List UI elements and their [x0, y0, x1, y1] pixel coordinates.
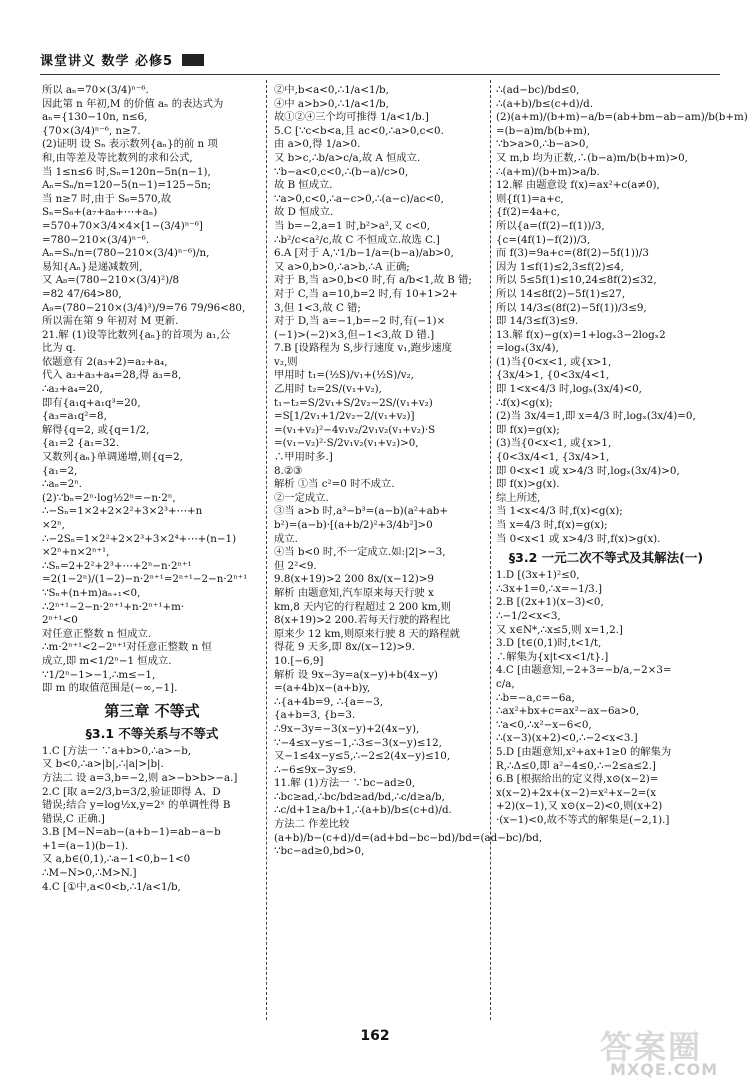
text-line: 错误;结合 y=log½x,y=2ˣ 的单调性得 B [42, 799, 231, 812]
text-line: ∴b²/c<a²/c,故 C 不恒成立.故选 C.] [274, 233, 440, 246]
text-line: 即 f(x)=g(x); [496, 423, 560, 436]
text-line: 因此第 n 年初,M 的价值 aₙ 的表达式为 [42, 97, 224, 110]
text-line: +1=(a−1)(b−1). [42, 839, 129, 852]
text-line: 6.A [对于 A,∵1/b−1/a=(b−a)/ab>0, [274, 247, 454, 260]
text-line: 即 1<x<4/3 时,logₓ(3x/4)<0, [496, 383, 642, 396]
text-line: {a₁=2, [42, 464, 78, 477]
text-line: 甲用时 t₁=(½S)/v₁+(½S)/v₂, [274, 369, 414, 382]
text-line: 2.C [取 a=2/3,b=3/2,验证即得 A、D [42, 785, 221, 798]
text-line: 解析 由题意知,汽车原来每天行驶 x [274, 586, 434, 599]
text-line: ∵Sₙ+(n+m)aₙ₊₁<0, [42, 586, 141, 599]
text-line: ∴2ⁿ⁺¹−2−n·2ⁿ⁺¹+n·2ⁿ⁺¹+m· [42, 600, 185, 613]
text-line: {a+b=3, {b=3. [274, 709, 356, 722]
text-line: 对于 C,当 a=10,b=2 时,有 10+1>2+ [274, 287, 458, 300]
text-line: (2)当 3x/4=1,即 x=4/3 时,logₓ(3x/4)=0, [496, 410, 696, 423]
text-line: 对任意正整数 n 恒成立. [42, 627, 152, 640]
text-line: ∴ax²+bx+c=ax²−ax−6a>0, [496, 705, 640, 718]
text-line: 当 1<x<4/3 时,f(x)<g(x); [496, 505, 623, 518]
text-line: (2)∵bₙ=2ⁿ·log½2ⁿ=−n·2ⁿ, [42, 491, 176, 504]
text-line: 4.C [①中,a<0<b,∴1/a<1/b, [42, 880, 181, 893]
text-line: aₙ={130−10n, n≤6, [42, 111, 148, 124]
text-line: 由 a>0,得 1/a>0. [274, 138, 361, 151]
text-line: ∵a>0,c<0,∴a−c>0,∴(a−c)/ac<0, [274, 192, 444, 205]
text-line: b²)=(a−b)·[(a+b/2)²+3/4b²]>0 [274, 519, 433, 531]
text-line: 8(x+19)>2 200.若每天行驶的路程比 [274, 614, 451, 627]
text-line: ∴9x−3y=−3(x−y)+2(4x−y), [274, 722, 420, 735]
watermark-sub: MXQE.COM [610, 1060, 719, 1079]
text-line: ·(x−1)<0,故不等式的解集是(−2,1).] [496, 813, 670, 826]
text-line: 故①②④三个均可推得 1/a<1/b.] [274, 111, 429, 124]
text-line: 5.D [由题意知,x²+ax+1≥0 的解集为 [496, 745, 672, 758]
text-line: 所以 14≤8f(2)−5f(1)≤27, [496, 287, 626, 300]
answer-block-left-lower [42, 745, 262, 895]
text-line: ∵−4≤x−y≤−1,∴3≤−3(x−y)≤12, [274, 736, 442, 749]
text-line: 比为 q. [42, 342, 76, 355]
text-line: ∴(a+m)/(b+m)>a/b. [496, 165, 600, 178]
text-line: ∴−1/2<x<3, [496, 609, 561, 622]
text-line: ∴−Sₙ=1×2+2×2²+3×2³+⋯+n [42, 505, 203, 518]
text-line: =(b−a)m/b(b+m), [496, 124, 591, 137]
text-line: t₁−t₂=S/2v₁+S/2v₂−2S/(v₁+v₂) [274, 396, 433, 409]
text-line: ∴甲用时多.] [274, 451, 333, 464]
text-line: ②一定成立. [274, 491, 329, 504]
text-line: 7.B [设路程为 S,步行速度 v₁,跑步速度 [274, 342, 452, 355]
text-line: ∴(x−3)(x+2)<0,∴−2<x<3.] [496, 732, 638, 745]
text-line: {0<3x/4<1, {3x/4>1, [496, 451, 610, 464]
text-line: =(v₁+v₂)²−4v₁v₂/2v₁v₂(v₁+v₂)·S [274, 423, 436, 436]
text-line: 当 x=4/3 时,f(x)=g(x); [496, 519, 608, 531]
text-line: 即有{a₁q+a₁q³=20, [42, 396, 141, 409]
text-line: 则{f(1)=a+c, [496, 192, 564, 205]
text-line: 错误,C 正确.] [42, 812, 105, 825]
text-line: 易知{Aₙ}是递减数列, [42, 260, 143, 273]
text-line: 4.C [由题意知,−2+3=−b/a,−2×3= [496, 664, 672, 677]
text-line: 12.解 由题意设 f(x)=ax²+c(a≠0), [496, 179, 660, 192]
text-line: x(x−2)+2x+(x−2)=x²+x−2=(x [496, 786, 657, 799]
text-line: c/a, [496, 677, 515, 690]
text-line: ∵b−a<0,c<0,∴(b−a)/c>0, [274, 165, 409, 178]
text-line: ∴−2Sₙ=1×2²+2×2³+3×2⁴+⋯+(n−1) [42, 532, 237, 545]
text-line: ∴3x+1=0,∴x=−1/3.] [496, 582, 603, 595]
text-line: 原来少 12 km,则原来行驶 8 天的路程就 [274, 627, 460, 640]
text-line: 2.B [(2x+1)(x−3)<0, [496, 596, 604, 609]
text-line: 故 D 恒成立. [274, 206, 334, 219]
text-line: v₂,则 [274, 355, 298, 368]
text-line: Sₙ=S₆+(a₇+a₈+⋯+aₙ) [42, 206, 158, 219]
text-line: 所以 5≤5f(1)≤10,24≤8f(2)≤32, [496, 274, 657, 287]
text-line: 21.解 (1)设等比数列{aₙ}的首项为 a₁,公 [42, 328, 231, 341]
text-line: ∴Sₙ=2+2²+2³+⋯+2ⁿ−n·2ⁿ⁺¹ [42, 559, 192, 572]
text-line: Aₙ=Sₙ/n=(780−210×(3/4)ⁿ⁻⁶)/n, [42, 247, 210, 260]
text-line: 又 x∈N*,∴x≤5,则 x=1,2.] [496, 623, 623, 636]
section-title-3-1: §3.1 不等关系与不等式 [85, 725, 219, 741]
text-line: 即 m 的取值范围是(−∞,−1]. [42, 682, 178, 695]
section-title-3-2: §3.2 一元二次不等式及其解法(一) [508, 550, 704, 566]
text-line: 又 a,b∈(0,1),∴a−1<0,b−1<0 [42, 853, 191, 866]
text-line: 1.D [(3x+1)²≤0, [496, 569, 580, 582]
text-line: {f(2)=4a+c, [496, 206, 560, 219]
answer-block-right-lower [496, 569, 716, 827]
text-line: 又 m,b 均为正数,∴(b−a)m/b(b+m)>0, [496, 151, 688, 164]
text-line: 解析 设 9x−3y=a(x−y)+b(4x−y) [274, 668, 438, 681]
text-line: 因为 1≤f(1)≤2,3≤f(2)≤4, [496, 260, 624, 273]
text-line: 乙用时 t₂=2S/(v₁+v₂), [274, 383, 382, 396]
text-line: 成立,即 m<1/2ⁿ−1 恒成立. [42, 654, 172, 667]
text-line: 所以需在第 9 年初对 M 更新. [42, 315, 179, 328]
text-line: ∴bc≥ad,∴bc/bd≥ad/bd,∴c/d≥a/b, [274, 790, 445, 803]
text-line: ×2ⁿ+n×2ⁿ⁺¹, [42, 546, 110, 559]
text-line: ∵a<0,∴x²−x−6<0, [496, 718, 592, 731]
text-line: ∵bc−ad≥0,bd>0, [274, 845, 365, 858]
text-line: 又 b<0,∴a>|b|,∴|a|>|b|. [42, 758, 164, 771]
answer-block-right [496, 84, 748, 546]
header-marker-icon [182, 54, 204, 66]
text-line: Aₙ=Sₙ/n=120−5(n−1)=125−5n; [42, 179, 211, 192]
text-line: 5.C [∵c<b<a,且 ac<0,∴a>0,c<0. [274, 124, 444, 137]
text-line: =2(1−2ⁿ)/(1−2)−n·2ⁿ⁺¹=2ⁿ⁺¹−2−n·2ⁿ⁺¹ [42, 573, 248, 586]
text-line: 3,但 1<3,故 C 错; [274, 301, 361, 314]
text-line: =(v₁−v₂)²·S/2v₁v₂(v₁+v₂)>0, [274, 437, 419, 450]
text-line: =(a+4b)x−(a+b)y, [274, 682, 371, 695]
text-line: ∵b>a>0,∴b−a>0, [496, 138, 589, 151]
text-line: 13.解 f(x)−g(x)=1+logₓ3−2logₓ2 [496, 328, 666, 341]
text-line: 11.解 (1)方法一 ∵bc−ad≥0, [274, 777, 416, 790]
text-line: 当 n≥7 时,由于 S₆=570,故 [42, 192, 172, 205]
text-line: 故 B 恒成立. [274, 179, 333, 192]
text-line: 解析 ①当 c²=0 时不成立. [274, 478, 395, 491]
column-right [496, 84, 748, 1024]
text-line: ∵1/2ⁿ−1>−1,∴m≤−1, [42, 668, 156, 681]
text-line: 又−1≤4x−y≤5,∴−2≤2(4x−y)≤10, [274, 750, 451, 763]
text-line: ③当 a>b 时,a³−b³=(a−b)(a²+ab+ [274, 505, 448, 518]
text-line: 又 b>c,∴b/a>c/a,故 A 恒成立. [274, 151, 421, 164]
text-line: (a+b)/b−(c+d)/d=(ad+bd−bc−bd)/bd=(ad−bc)/bd, [274, 831, 543, 844]
text-line: 3.D [t∈(0,1)时,t<1/t, [496, 637, 602, 650]
text-line: 即 f(x)>g(x). [496, 478, 560, 491]
header-rule [40, 74, 720, 75]
watermark-main: 答案圈 [600, 1028, 703, 1066]
text-line: (2)(a+m)/(b+m)−a/b=(ab+bm−ab−am)/b(b+m) [496, 111, 748, 124]
text-line: ②中,b<a<0,∴1/a<1/b, [274, 84, 389, 96]
text-line: 方法二 设 a=3,b=−2,则 a>−b>b>−a.] [42, 771, 238, 784]
text-line: {c=(4f(1)−f(2))/3, [496, 233, 591, 246]
text-line: 9.8(x+19)>2 200 8x/(x−12)>9 [274, 573, 434, 586]
text-line: ∴m·2ⁿ⁺¹<2−2ⁿ⁺¹对任意正整数 n 恒 [42, 641, 212, 654]
watermark-logo [600, 1022, 750, 1082]
text-line: 和,由等差及等比数列的求和公式, [42, 151, 193, 164]
text-line: (3)当{0<x<1, 或{x>1, [496, 437, 612, 450]
text-line: 6.B [根据给出的定义得,x⊙(x−2)= [496, 773, 659, 786]
text-line: 又数列{aₙ}单调递增,则{q=2, [42, 451, 183, 464]
header-title: 课堂讲义 数学 必修5 [40, 54, 174, 69]
text-line: 方法二 作差比较 [274, 818, 350, 831]
text-line: {a₃=a₁q²=8, [42, 410, 107, 423]
text-line: ∴−6≤9x−3y≤9. [274, 763, 357, 776]
chapter-title: 第三章 不等式 [104, 701, 200, 720]
text-line: {a₁=2 {a₁=32. [42, 437, 120, 450]
text-line: ×2ⁿ, [42, 519, 65, 531]
text-line: 又 a>0,b>0,∴a>b,∴A 正确; [274, 260, 410, 273]
text-line: ∴(a+b)/b≤(c+d)/d. [496, 97, 593, 110]
text-line: (1)当{0<x<1, 或{x>1, [496, 355, 612, 368]
text-line: 成立. [274, 532, 298, 545]
text-line: +2)(x−1),又 x⊙(x−2)<0,则(x+2) [496, 800, 663, 813]
text-line: ∴b=−a,c=−6a, [496, 691, 575, 704]
page-number: 162 [360, 1028, 390, 1044]
text-line: =570+70×3/4×4×[1−(3/4)ⁿ⁻⁶] [42, 219, 203, 232]
text-line: 得花 9 天多,即 8x/(x−12)>9. [274, 641, 415, 654]
text-line: 8.②③ [274, 464, 303, 477]
text-line: 代入 a₂+a₃+a₄=28,得 a₃=8, [42, 369, 182, 382]
text-line: 对于 D,当 a=−1,b=−2 时,有(−1)× [274, 315, 446, 328]
text-line: =S[1/2v₁+1/2v₂−2/(v₁+v₂)] [274, 410, 415, 423]
text-line: 解得{q=2, 或{q=1/2, [42, 423, 150, 436]
answer-block-left [42, 84, 262, 696]
column-left [42, 84, 262, 1024]
column-divider-right [490, 80, 491, 1020]
text-line: {70×(3/4)ⁿ⁻⁶, n≥7. [42, 124, 141, 137]
text-line: ∴(ad−bc)/bd≤0, [496, 84, 580, 96]
text-line: ④当 b<0 时,不一定成立.如:|2|>−3, [274, 546, 446, 559]
text-line: ∴f(x)<g(x); [496, 396, 553, 409]
text-line: ④中 a>b>0,∴1/a<1/b, [274, 97, 389, 110]
text-line: 1.C [方法一 ∵a+b>0,∴a>−b, [42, 744, 192, 757]
text-line: A₉=(780−210×(3/4)³)/9=76 79/96<80, [42, 301, 246, 314]
text-line: 当 b=−2,a=1 时,b²>a²,又 c<0, [274, 219, 431, 232]
text-line: 3.B [M−N=ab−(a+b−1)=ab−a−b [42, 826, 221, 839]
text-line: ∴aₙ=2ⁿ. [42, 478, 83, 491]
text-line: km,8 天内它的行程超过 2 200 km,则 [274, 600, 452, 613]
text-line: 又 A₈=(780−210×(3/4)²)/8 [42, 274, 180, 287]
text-line: ∴c/d+1≥a/b+1,∴(a+b)/b≤(c+d)/d. [274, 804, 452, 817]
text-line: =780−210×(3/4)ⁿ⁻⁶. [42, 233, 150, 246]
text-line: 但 2²<9. [274, 559, 317, 572]
text-line: 综上所述, [496, 491, 541, 504]
text-line: =logₓ(3x/4), [496, 342, 559, 355]
text-line: {3x/4>1, {0<3x/4<1, [496, 369, 610, 382]
text-line: 2ⁿ⁺¹<0 [42, 614, 78, 627]
text-line: 即 0<x<1 或 x>4/3 时,logₓ(3x/4)>0, [496, 464, 680, 477]
text-line: (−1)>(−2)×3,但−1<3,故 D 错.] [274, 328, 435, 341]
text-line: ∴解集为{x|t<x<1/t}.] [496, 650, 609, 663]
text-line: 即 14/3≤f(3)≤9. [496, 315, 579, 328]
text-line: 所以 aₙ=70×(3/4)ⁿ⁻⁶. [42, 84, 149, 96]
text-line: 而 f(3)=9a+c=(8f(2)−5f(1))/3 [496, 247, 649, 260]
text-line: 所以{a=(f(2)−f(1))/3, [496, 219, 605, 232]
text-line: ∴{a+4b=9, ∴{a=−3, [274, 695, 384, 708]
text-line: 当 1≤n≤6 时,Sₙ=120n−5n(n−1), [42, 165, 211, 178]
text-line: 所以 14/3≤(8f(2)−5f(1))/3≤9, [496, 301, 647, 314]
text-line: R,∴Δ≤0,即 a²−4≤0,∴−2≤a≤2.] [496, 759, 656, 772]
column-divider-left [266, 80, 267, 1020]
page-header [40, 50, 720, 72]
text-line: =82 47/64>80, [42, 287, 122, 300]
text-line: 依题意有 2(a₃+2)=a₂+a₄, [42, 355, 168, 368]
text-line: ∴a₂+a₄=20, [42, 383, 103, 396]
text-line: 对于 B,当 a>0,b<0 时,有 a/b<1,故 B 错; [274, 274, 472, 287]
text-line: 当 0<x<1 或 x>4/3 时,f(x)>g(x). [496, 532, 661, 545]
text-line: ∴M−N>0,∴M>N.] [42, 867, 137, 880]
text-line: 10.[−6,9] [274, 654, 324, 667]
text-line: (2)证明 设 Sₙ 表示数列{aₙ}的前 n 项 [42, 138, 218, 151]
